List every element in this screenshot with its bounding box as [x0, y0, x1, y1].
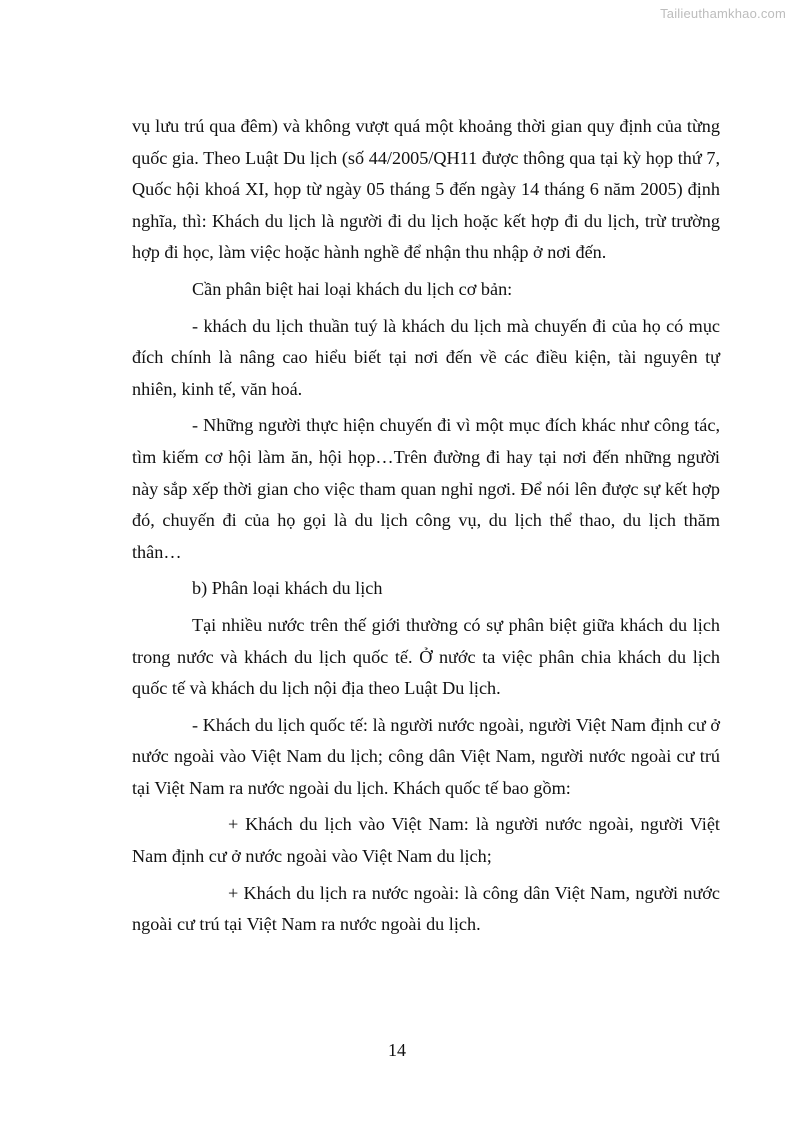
paragraph-inbound-tourist: + Khách du lịch vào Việt Nam: là người nước ngoài, người Việt Nam định cư ở nước ngoài vào Việt Nam du lịch; — [132, 814, 720, 867]
paragraph-intro-types: Cần phân biệt hai loại khách du lịch cơ bản: — [192, 278, 513, 299]
paragraph-business-tourist: - Những người thực hiện chuyến đi vì một mục đích khác như công tác, tìm kiếm cơ hội làm ăn, hội họp…Trên đường đi hay tại nơi đến những người này sắp xếp thời gian cho việc tham quan nghỉ ngơi. Để nói lên được sự kết hợp đó, chuyến đi của họ gọi là du lịch công vụ, du lịch thể thao, du lịch thăm thân… — [132, 415, 720, 562]
section-heading-classification: b) Phân loại khách du lịch — [192, 578, 383, 599]
paragraph-outbound-tourist: + Khách du lịch ra nước ngoài: là công dân Việt Nam, người nước ngoài cư trú tại Việt Nam ra nước ngoài du lịch. — [132, 882, 720, 935]
paragraph-pure-tourist: - khách du lịch thuần tuý là khách du lịch mà chuyến đi của họ có mục đích chính là nâng cao hiểu biết tại nơi đến về các điều kiện, tài nguyên tự nhiên, kinh tế, văn hoá. — [132, 315, 720, 399]
paragraph-classification: Tại nhiều nước trên thế giới thường có sự phân biệt giữa khách du lịch trong nước và khách du lịch quốc tế. Ở nước ta việc phân chia khách du lịch quốc tế và khách du lịch nội địa theo Luật Du lịch. — [132, 614, 720, 699]
document-body — [132, 111, 720, 941]
page-number: 14 — [388, 1040, 406, 1060]
paragraph-international-tourist: - Khách du lịch quốc tế: là người nước ngoài, người Việt Nam định cư ở nước ngoài vào Việt Nam du lịch; công dân Việt Nam, người nước ngoài cư trú tại Việt Nam ra nước ngoài du lịch. Khách quốc tế bao gồm: — [132, 714, 720, 798]
paragraph-continuation: vụ lưu trú qua đêm) và không vượt quá một khoảng thời gian quy định của từng quốc gia. Theo Luật Du lịch (số 44/2005/QH11 được thông qua tại kỳ họp thứ 7, Quốc hội khoá XI, họp từ ngày 05 tháng 5 đến ngày 14 tháng 6 năm 2005) định nghĩa, thì: Khách du lịch là người đi du lịch hoặc kết hợp đi du lịch, trừ trường hợp đi học, làm việc hoặc hành nghề để nhận thu nhập ở nơi đến. — [132, 116, 720, 263]
watermark-text: Tailieuthamkhao.com — [660, 6, 786, 21]
